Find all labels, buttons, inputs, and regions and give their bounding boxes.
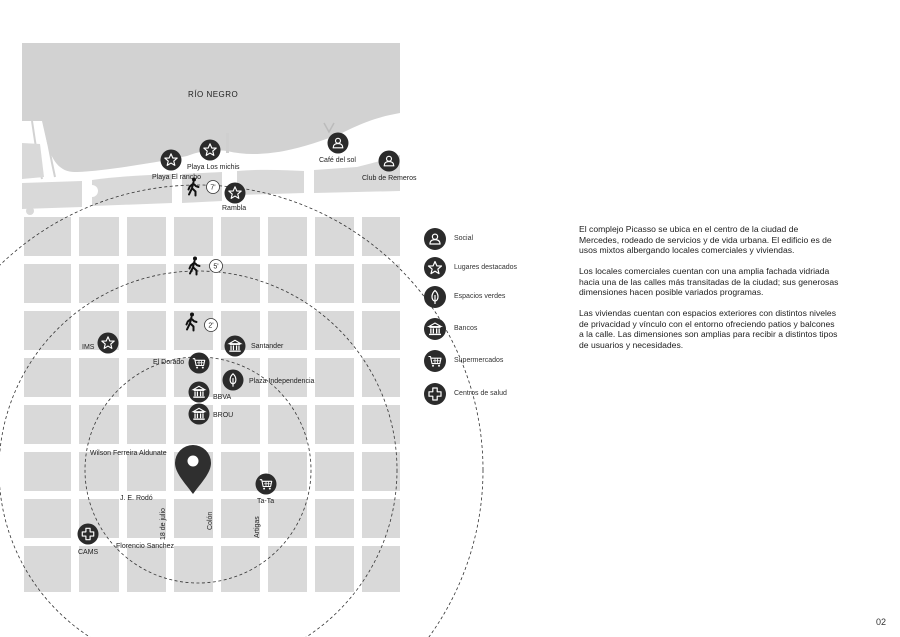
poi-marker (189, 404, 210, 425)
label-playa-los-michis: Playa Los michis (187, 164, 240, 171)
city-block (24, 264, 71, 303)
poi-rambla[interactable] (225, 183, 246, 204)
street-je-rodo: J. E. Rodó (120, 495, 153, 502)
city-block (221, 452, 260, 491)
city-block (362, 546, 400, 592)
city-block (79, 264, 119, 303)
city-block (127, 264, 166, 303)
poi-marker (161, 150, 182, 171)
river-label: RÍO NEGRO (188, 90, 239, 99)
city-block (127, 311, 166, 350)
city-block (362, 264, 400, 303)
city-block (221, 405, 260, 444)
city-block (221, 264, 260, 303)
map-canvas (22, 43, 400, 592)
label-ims: IMS (82, 344, 95, 351)
tree-icon (424, 286, 446, 308)
poi-playa-el-rancho[interactable] (161, 150, 182, 171)
city-block (362, 311, 400, 350)
poi-cams[interactable] (78, 524, 99, 545)
city-block (315, 452, 354, 491)
legend-item-supermercados (424, 350, 554, 374)
city-block (174, 217, 213, 256)
poi-ta-ta[interactable] (256, 474, 277, 495)
street-18-de-julio: 18 de julio (160, 508, 167, 540)
city-block (221, 217, 260, 256)
poi-marker (98, 333, 119, 354)
city-block (268, 217, 307, 256)
city-block (24, 311, 71, 350)
legend-label: Bancos (454, 325, 478, 332)
city-block (315, 264, 354, 303)
city-block (24, 546, 71, 592)
city-block (315, 311, 354, 350)
social-icon (424, 228, 446, 250)
city-block (79, 217, 119, 256)
city-block (127, 405, 166, 444)
legend-item-bancos (424, 318, 554, 342)
poi-marker (225, 336, 246, 357)
city-block (24, 405, 71, 444)
project-description (579, 224, 839, 361)
legend-item-social (424, 228, 554, 252)
city-block (221, 546, 260, 592)
city-block (24, 358, 71, 397)
city-block (24, 499, 71, 538)
description-paragraph-3: Las viviendas cuentan con espacios exteriores con distintos niveles de privacidad y vínculo con el entorno ofreciendo patios y balcones a la calle. Las dimensiones son amplias para recibir a distintos tipos de usuarios y necesidades. (579, 308, 838, 350)
city-block (268, 546, 307, 592)
poi-plaza-independencia[interactable] (223, 370, 244, 391)
label-playa-el-rancho: Playa El rancho (152, 174, 202, 181)
city-block (174, 546, 213, 592)
roundabout (317, 198, 327, 208)
city-block (127, 452, 166, 491)
city-block (127, 546, 166, 592)
city-block (174, 264, 213, 303)
time-badge-label: 7' (210, 184, 216, 192)
poi-marker (225, 183, 246, 204)
label-rambla: Rambla (222, 205, 247, 212)
city-block (79, 358, 119, 397)
time-badge-label: 2' (208, 322, 214, 330)
label-plaza-independencia: Plaza Independencia (249, 378, 315, 385)
location-pin-hole (188, 456, 199, 467)
label-cams: CAMS (78, 549, 99, 556)
bank-icon (424, 318, 446, 340)
legend-item-espacios-verdes (424, 286, 554, 310)
cart-icon (424, 350, 446, 372)
poi-playa-los-michis[interactable] (200, 140, 221, 161)
poi-marker (200, 140, 221, 161)
legend-label: Lugares destacados (454, 264, 518, 271)
poi-bbva[interactable] (189, 382, 210, 403)
page-number: 02 (875, 617, 886, 627)
health-cross-icon (424, 383, 446, 405)
city-block (362, 452, 400, 491)
city-block (24, 452, 71, 491)
pier (226, 133, 229, 153)
label-santander: Santander (251, 343, 284, 350)
label-brou: BROU (213, 412, 234, 419)
poi-brou[interactable] (189, 404, 210, 425)
label-cafe-del-sol: Café del sol (319, 157, 356, 164)
poi-cafe-del-sol[interactable] (328, 133, 349, 154)
roundabout (86, 185, 98, 197)
city-block (315, 546, 354, 592)
street-colon: Colón (207, 511, 214, 530)
city-block (79, 405, 119, 444)
description-paragraph-1: El complejo Picasso se ubica en el centro de la ciudad de Mercedes, rodeado de servicios y de vida urbana. El edificio es de usos mixtos albergando locales comerciales y viviendas. (579, 224, 832, 255)
location-map (22, 43, 417, 592)
street-wilson-ferreira: Wilson Ferreira Aldunate (90, 450, 167, 457)
legend-label: Supermercados (454, 357, 504, 364)
label-club-de-remeros: Club de Remeros (362, 175, 417, 182)
legend-item-lugares-destacados (424, 257, 554, 281)
city-block (315, 217, 354, 256)
legend-label: Social (454, 235, 474, 242)
city-block (24, 217, 71, 256)
label-bbva: BBVA (213, 394, 232, 401)
city-block (315, 358, 354, 397)
street-florencio-sanchez: Florencio Sanchez (116, 543, 174, 550)
poi-marker (189, 382, 210, 403)
time-badge-label: 5' (213, 263, 219, 271)
poi-el-dorado[interactable] (189, 353, 210, 374)
star-icon (424, 257, 446, 279)
legend-item-centros-de-salud (424, 383, 554, 407)
label-el-dorado: El Dorado (153, 359, 185, 366)
label-ta-ta: Ta-Ta (257, 498, 275, 505)
legend-label: Centros de salud (454, 390, 507, 397)
city-block (362, 217, 400, 256)
street-artigas: Artigas (254, 516, 261, 538)
poi-ims[interactable] (98, 333, 119, 354)
description-paragraph-2: Los locales comerciales cuentan con una amplia fachada vidriada hacia una de las calles más transitadas de la ciudad; sus generosas dimensiones hacen posible variados programas. (579, 266, 839, 297)
roundabout (26, 207, 34, 215)
city-block (127, 217, 166, 256)
poi-club-de-remeros[interactable] (379, 151, 400, 172)
city-block (268, 264, 307, 303)
city-block (315, 499, 354, 538)
city-block (315, 405, 354, 444)
poi-marker (78, 524, 99, 545)
poi-santander[interactable] (225, 336, 246, 357)
legend-label: Espacios verdes (454, 293, 506, 300)
